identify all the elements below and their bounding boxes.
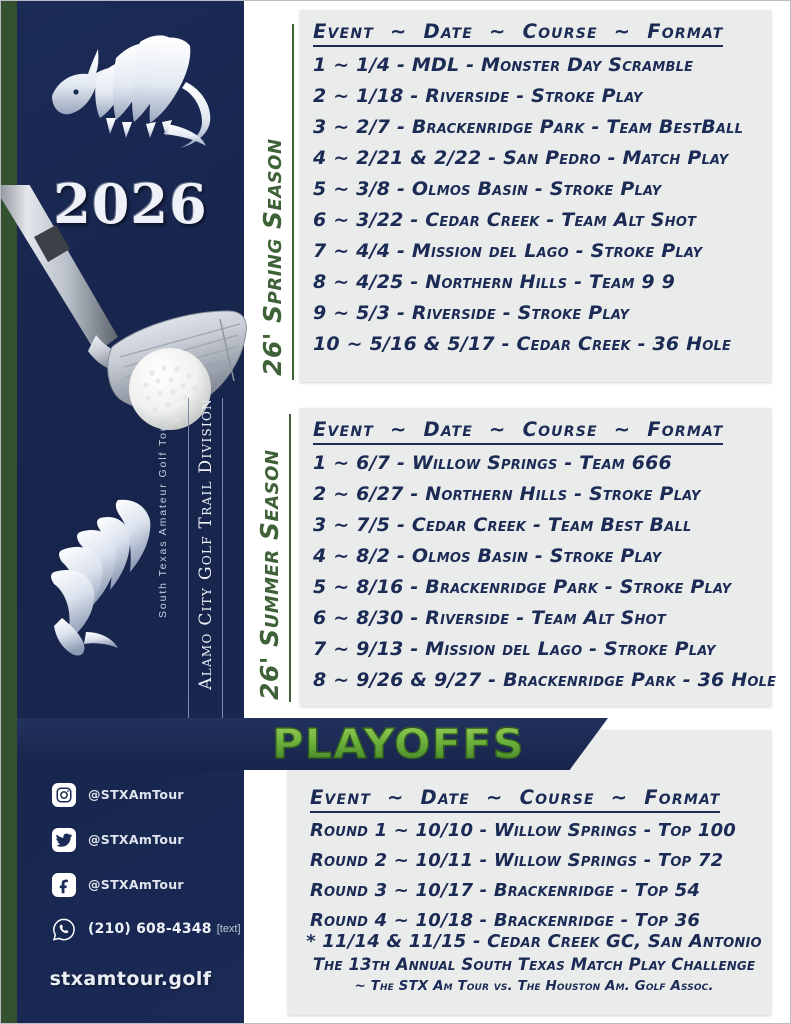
armadillo-logo bbox=[36, 18, 226, 178]
table-row: 7 ~ 4/4 - Mission del Lago - Stroke Play bbox=[313, 240, 703, 262]
table-row: Round 1 ~ 10/10 - Willow Springs - Top 100 bbox=[310, 820, 737, 841]
instagram-handle: @STXAmTour bbox=[88, 787, 184, 802]
table-row: 4 ~ 8/2 - Olmos Basin - Stroke Play bbox=[313, 545, 662, 567]
social-row-instagram[interactable] bbox=[52, 772, 242, 817]
championship-footnote bbox=[300, 930, 768, 996]
table-row: 6 ~ 3/22 - Cedar Creek - Team Alt Shot bbox=[313, 209, 697, 231]
website-url[interactable]: stxamtour.golf bbox=[49, 968, 212, 990]
twitter-handle: @STXAmTour bbox=[88, 832, 184, 847]
playoffs-table-header: Event ~ Date ~ Course ~ Format bbox=[310, 786, 720, 813]
social-row-facebook[interactable] bbox=[52, 862, 242, 907]
table-row: 9 ~ 5/3 - Riverside - Stroke Play bbox=[313, 302, 630, 324]
division-name-vertical: Alamo City Golf Trail Division bbox=[196, 398, 216, 690]
tour-name-vertical: South Texas Amateur Golf Tour bbox=[157, 418, 169, 619]
phone-icon bbox=[52, 917, 76, 941]
summer-rows bbox=[313, 448, 777, 696]
table-row: 1 ~ 6/7 - Willow Springs - Team 666 bbox=[313, 452, 672, 474]
table-row: 8 ~ 4/25 - Northern Hills - Team 9 9 bbox=[313, 271, 676, 293]
social-links bbox=[52, 772, 242, 951]
table-row: 10 ~ 5/16 & 5/17 - Cedar Creek - 36 Hole bbox=[313, 333, 732, 355]
table-row: 5 ~ 3/8 - Olmos Basin - Stroke Play bbox=[313, 178, 662, 200]
footnote-line-2: The 13th Annual South Texas Match Play Challenge bbox=[312, 955, 756, 974]
phone-tag: [text] bbox=[216, 923, 241, 935]
table-row: 2 ~ 1/18 - Riverside - Stroke Play bbox=[313, 85, 643, 107]
table-row: Round 4 ~ 10/18 - Brackenridge - Top 36 bbox=[310, 910, 701, 931]
social-row-twitter[interactable] bbox=[52, 817, 242, 862]
left-green-edge bbox=[0, 0, 17, 1024]
playoffs-title: PLAYOFFS bbox=[272, 720, 525, 768]
spring-schedule-table bbox=[313, 20, 761, 360]
table-row: 1 ~ 1/4 - MDL - Monster Day Scramble bbox=[313, 54, 694, 76]
table-row: Round 3 ~ 10/17 - Brackenridge - Top 54 bbox=[310, 880, 701, 901]
footnote-line-1: * 11/14 & 11/15 - Cedar Creek GC, San Antonio bbox=[306, 931, 762, 952]
table-row: 4 ~ 2/21 & 2/22 - San Pedro - Match Play bbox=[313, 147, 729, 169]
summer-season-label: 26' Summer Season bbox=[255, 449, 284, 700]
vertical-rule-left bbox=[188, 398, 189, 770]
spring-table-header: Event ~ Date ~ Course ~ Format bbox=[313, 20, 723, 47]
table-row: 5 ~ 8/16 - Brackenridge Park - Stroke Play bbox=[313, 576, 732, 598]
alamo-city-golf-trail-logo bbox=[34, 492, 160, 658]
footnote-line-3: ~ The STX Am Tour vs. The Houston Am. Golf Assoc. bbox=[354, 978, 714, 994]
table-row: 6 ~ 8/30 - Riverside - Team Alt Shot bbox=[313, 607, 666, 629]
year-label: 2026 bbox=[53, 172, 208, 236]
spring-season-label: 26' Spring Season bbox=[258, 138, 287, 376]
playoffs-rows bbox=[310, 816, 760, 936]
table-row: Round 2 ~ 10/11 - Willow Springs - Top 72 bbox=[310, 850, 724, 871]
vertical-rule-right bbox=[222, 398, 223, 770]
table-row: 7 ~ 9/13 - Mission del Lago - Stroke Play bbox=[313, 638, 716, 660]
facebook-handle: @STXAmTour bbox=[88, 877, 184, 892]
facebook-icon bbox=[52, 873, 76, 897]
table-row: 2 ~ 6/27 - Northern Hills - Stroke Play bbox=[313, 483, 701, 505]
summer-table-header: Event ~ Date ~ Course ~ Format bbox=[313, 418, 723, 445]
instagram-icon bbox=[52, 783, 76, 807]
playoffs-schedule-table bbox=[310, 786, 760, 936]
phone-contact[interactable] bbox=[52, 907, 242, 951]
table-row: 3 ~ 7/5 - Cedar Creek - Team Best Ball bbox=[313, 514, 692, 536]
twitter-icon bbox=[52, 828, 76, 852]
summer-schedule-table bbox=[313, 418, 777, 696]
spring-rows bbox=[313, 50, 761, 360]
table-row: 8 ~ 9/26 & 9/27 - Brackenridge Park - 36 Hole bbox=[313, 669, 777, 691]
table-row: 3 ~ 2/7 - Brackenridge Park - Team BestBall bbox=[313, 116, 744, 138]
phone-number: (210) 608-4348 bbox=[88, 921, 212, 937]
summer-season-rule bbox=[289, 414, 291, 702]
spring-season-rule bbox=[292, 24, 294, 380]
